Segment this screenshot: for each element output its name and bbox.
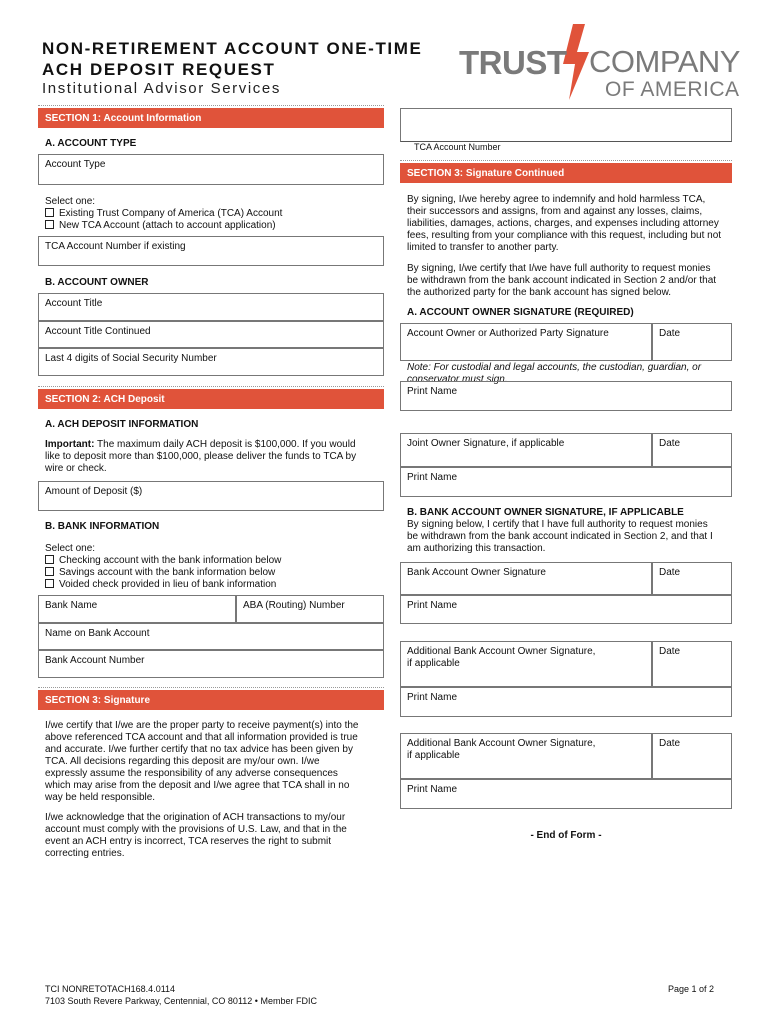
additional-print-name-2-label: Print Name [407,784,458,795]
option-voided-label: Voided check provided in lieu of bank information [59,579,277,590]
note-line1: Note: For custodial and legal accounts, the custodian, guardian, or [407,362,702,373]
aba-label: ABA (Routing) Number [243,600,345,611]
bank-owner-print-name-field[interactable] [400,595,732,624]
authority-para [407,263,732,299]
aba-field[interactable] [236,595,384,623]
r-p1-line: liabilities, damages, actions, charges, and expenses including attorney [407,218,719,229]
r-p1-line: limited to transfer to another party. [407,242,559,253]
tca-account-number-label: TCA Account Number [414,142,501,152]
section3-para1 [45,720,390,804]
owner-date-label: Date [659,328,681,339]
account-type-field[interactable] [38,154,384,185]
section1-header [38,108,384,128]
checkbox-checking[interactable] [45,555,54,564]
additional-sig-1-line1: Additional Bank Account Owner Signature, [407,646,596,657]
additional-signature-1-field[interactable] [400,641,652,687]
form-title-line2: ACH DEPOSIT REQUEST [42,60,276,79]
end-of-form: - End of Form - [530,830,602,841]
tca-existing-label: TCA Account Number if existing [45,241,186,252]
section3-title: SECTION 3: Signature [45,694,151,706]
logo-company: COMPANY [589,44,740,79]
section2-header [38,389,384,409]
joint-date-field[interactable] [652,433,732,467]
s3-p1-line: TCA. All decisions regarding this deposit are my/our own. I/we [45,756,320,767]
tca-account-number-field[interactable] [400,108,732,142]
footer-address: 7103 South Revere Parkway, Centennial, CO 80112 • Member FDIC [45,996,317,1006]
option-savings[interactable] [45,567,275,579]
additional-print-name-1-field[interactable] [400,687,732,717]
important-note [45,439,385,475]
additional-print-name-1-label: Print Name [407,692,458,703]
additional-sig-2-line2: if applicable [407,750,460,761]
footer-code: TCI NONRETOTACH168.4.0114 [45,984,176,994]
account-title-cont-label: Account Title Continued [45,326,151,337]
additional-signature-2-label [407,738,595,762]
account-type-heading: A. ACCOUNT TYPE [45,138,137,149]
owner-signature-field[interactable] [400,323,652,361]
bank-info-heading: B. BANK INFORMATION [45,521,160,532]
option-checking[interactable] [45,555,281,567]
form-title-line1: NON-RETIREMENT ACCOUNT ONE-TIME [42,39,423,58]
section3-cont-header [400,163,732,183]
b-para-line: be withdrawn from the bank account indicated in Section 2, and that I [407,531,713,542]
important-label: Important: [45,439,95,450]
s3-p1-line: which may arise from the deposit and I/we agree that TCA shall in no [45,780,350,791]
r-p1-line: By signing, I/we hereby agree to indemnify and hold harmless TCA, [407,194,706,205]
section3-para2 [45,812,390,860]
joint-print-name-field[interactable] [400,467,732,497]
r-p1-line: fees, resulting from your compliance with this request, including but not [407,230,722,241]
ssn-label: Last 4 digits of Social Security Number [45,353,217,364]
indemnify-para [407,194,732,254]
option-new-label: New TCA Account (attach to account application) [59,220,276,231]
account-title-cont-field[interactable] [38,321,384,348]
s3-p1-line: I/we certify that I/we are the proper party to receive payment(s) into the [45,720,359,731]
company-logo [455,22,745,102]
bank-account-number-field[interactable] [38,650,384,678]
owner-print-name-field[interactable] [400,381,732,411]
account-type-label: Account Type [45,159,106,170]
section1-title: SECTION 1: Account Information [45,112,202,124]
select-one-label: Select one: [45,196,96,207]
option-savings-label: Savings account with the bank information below [59,567,276,578]
r-p1-line: their successors and assigns, from and against any losses, claims, [407,206,703,217]
logo-of-america: OF AMERICA [605,78,740,101]
owner-print-name-label: Print Name [407,386,458,397]
s3-p1-line: way be held responsible. [45,792,156,803]
bank-owner-date-label: Date [659,567,681,578]
bank-owner-para [407,519,732,555]
important-line2: like to deposit more than $100,000, please deliver the funds to TCA by [45,451,357,462]
account-title-field[interactable] [38,293,384,321]
additional-sig-2-line1: Additional Bank Account Owner Signature, [407,738,596,749]
form-subtitle: Institutional Advisor Services [42,80,281,97]
owner-date-field[interactable] [652,323,732,361]
b-para-line: am authorizing this transaction. [407,543,546,554]
joint-signature-label: Joint Owner Signature, if applicable [407,438,565,449]
page-number: Page 1 of 2 [668,984,715,994]
name-on-account-field[interactable] [38,623,384,650]
s3-p1-line: expressly assume the responsibility of any adverse consequences [45,768,338,779]
option-existing-label: Existing Trust Company of America (TCA) Account [59,208,283,219]
section3-cont-title: SECTION 3: Signature Continued [407,167,565,179]
additional-print-name-2-field[interactable] [400,779,732,809]
logo-trust: TRUST [459,44,567,81]
b-para-line: By signing below, I certify that I have full authority to request monies [407,519,708,530]
r-p2-line: By signing, I/we certify that I/we have full authority to request monies [407,263,711,274]
bank-account-number-label: Bank Account Number [45,655,145,666]
owner-signature-heading: A. ACCOUNT OWNER SIGNATURE (REQUIRED) [407,307,634,318]
bank-owner-print-name-label: Print Name [407,600,458,611]
checkbox-savings[interactable] [45,567,54,576]
tca-existing-field[interactable] [38,236,384,266]
name-on-account-label: Name on Bank Account [45,628,150,639]
owner-signature-label: Account Owner or Authorized Party Signature [407,328,609,339]
bank-name-field[interactable] [38,595,236,623]
additional-sig-1-line2: if applicable [407,658,460,669]
checkbox-existing[interactable] [45,208,54,217]
additional-date-2-label: Date [659,738,681,749]
s3-p1-line: and accurate. I/we further certify that no tax advice has been given by [45,744,353,755]
bank-owner-signature-heading: B. BANK ACCOUNT OWNER SIGNATURE, IF APPLICABLE [407,507,684,518]
s3-p2-line: event an ACH entry is incorrect, TCA reserves the right to submit [45,836,332,847]
amount-label: Amount of Deposit ($) [45,486,143,497]
option-existing-account[interactable] [45,208,282,220]
account-owner-heading: B. ACCOUNT OWNER [45,277,149,288]
amount-field[interactable] [38,481,384,511]
section3-header [38,690,384,710]
joint-date-label: Date [659,438,681,449]
ach-info-heading: A. ACH DEPOSIT INFORMATION [45,419,199,430]
option-checking-label: Checking account with the bank information below [59,555,282,566]
r-p2-line: be withdrawn from the bank account indicated in Section 2 and/or that [407,275,717,286]
bank-owner-date-field[interactable] [652,562,732,595]
checkbox-voided[interactable] [45,579,54,588]
account-title-label: Account Title [45,298,103,309]
r-p2-line: the authorized party for the bank account has signed below. [407,287,672,298]
joint-print-name-label: Print Name [407,472,458,483]
additional-date-1-label: Date [659,646,681,657]
s3-p2-line: correcting entries. [45,848,125,859]
ssn-field[interactable] [38,348,384,376]
s3-p2-line: account must comply with the provisions of U.S. Law, and that in the [45,824,347,835]
checkbox-new[interactable] [45,220,54,229]
bank-owner-signature-label: Bank Account Owner Signature [407,567,546,578]
option-new-account[interactable] [45,220,276,232]
bank-owner-signature-field[interactable] [400,562,652,595]
additional-signature-1-label [407,646,595,670]
section2-title: SECTION 2: ACH Deposit [45,393,165,405]
additional-date-1-field[interactable] [652,641,732,687]
joint-signature-field[interactable] [400,433,652,467]
important-line3: wire or check. [45,463,107,474]
bank-name-label: Bank Name [45,600,98,611]
additional-signature-2-field[interactable] [400,733,652,779]
option-voided-check[interactable] [45,579,276,591]
bank-select-one: Select one: [45,543,96,554]
s3-p2-line: I/we acknowledge that the origination of ACH transactions to my/our [45,812,346,823]
important-line1: The maximum daily ACH deposit is $100,000. If you would [94,439,356,450]
additional-date-2-field[interactable] [652,733,732,779]
s3-p1-line: above referenced TCA account and that all information provided is true [45,732,358,743]
note-line2: conservator must sign. [407,374,508,385]
